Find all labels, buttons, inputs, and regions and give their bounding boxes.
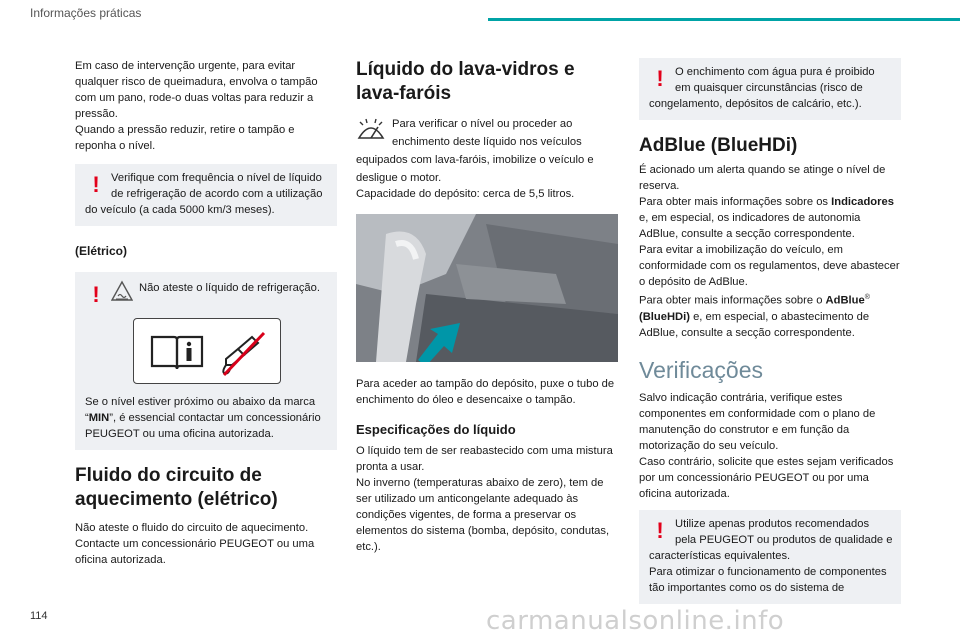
washer-fluid-icon: [356, 116, 386, 142]
adblue-immobilisation-text: Para evitar a imobilização do veículo, em conformidade com os regulamentos, deve abastecer o depósito de AdBlue.: [639, 244, 900, 288]
warning-icon: !: [656, 66, 664, 91]
fluid-spec-heading: Especificações do líquido: [356, 422, 516, 437]
spec-text-2: No inverno (temperaturas abaixo de zero), tem de ser utilizado um anticongelante adequado às condições vigentes, de forma a preservar os elementos do sistema (bomba, depósito, condutas, etc.).: [356, 477, 610, 553]
pure-water-warning-text: O enchimento com água pura é proibido em quaisquer circunstâncias (risco de congelamento, depósitos de calcário, etc.).: [649, 66, 875, 110]
warning-icon: !: [92, 282, 100, 307]
section-title: Informações práticas: [30, 6, 142, 20]
products-warning-box: [639, 510, 901, 604]
warning-icon: !: [656, 517, 664, 543]
book-and-no-refill-icon: [134, 319, 280, 383]
washer-intro-block: [356, 114, 618, 186]
pure-water-warning-box: [639, 58, 901, 120]
spec-text-1: O líquido tem de ser reabastecido com uma mistura pronta a usar.: [356, 445, 613, 473]
caution-triangle-icon: [111, 280, 133, 302]
coolant-warning-box: [75, 164, 337, 226]
photo-caption: Para aceder ao tampão do depósito, puxe o tubo de enchimento do óleo e desencaixe o tampão.: [356, 378, 615, 406]
electric-warning-text-pre: Se o nível estiver próximo ou abaixo da marca “: [85, 396, 316, 424]
heating-fluid-heading: Fluido do circuito de aquecimento (elétrico): [75, 465, 278, 510]
washer-fluid-heading: Líquido do lava-vidros e lava-faróis: [356, 59, 575, 104]
header-accent-bar: [488, 18, 960, 21]
column-3: [639, 58, 901, 604]
washer-intro-text: Para verificar o nível ou proceder ao enchimento deste líquido nos veículos equipados com lava-faróis, imobilize o veículo e desligue o motor.: [356, 118, 594, 184]
warning-icon: !: [92, 172, 100, 197]
col1-intro: Em caso de intervenção urgente, para evitar qualquer risco de queimadura, envolva o tampão com um pano, rode-o duas voltas para reduzir a pressão.: [75, 60, 318, 120]
checks-heading: Verificações: [639, 356, 764, 383]
electric-warning-text-post: ”, é essencial contactar um concessionário PEUGEOT ou uma oficina autorizada.: [85, 412, 321, 440]
electric-label: (Elétrico): [75, 244, 128, 258]
watermark: carmanualsonline.info: [486, 606, 785, 636]
heating-fluid-text: Não ateste o fluido do circuito de aquecimento. Contacte um concessionário PEUGEOT ou uma oficina autorizada.: [75, 522, 315, 566]
adblue-indicators-text: Para obter mais informações sobre os Indicadores e, em especial, os indicadores de autonomia AdBlue, consulte a secção correspondente.: [639, 196, 894, 240]
manual-icons-box: [133, 318, 281, 384]
col1-intro2: Quando a pressão reduzir, retire o tampão e reponha o nível.: [75, 124, 295, 152]
washer-reservoir-photo: [356, 214, 618, 362]
adblue-heading: AdBlue (BlueHDi): [639, 135, 798, 156]
adblue-info-text: Para obter mais informações sobre o AdBlue® (BlueHDi) e, em especial, o abastecimento de AdBlue, consulte a secção correspondente.: [639, 294, 870, 339]
checks-text-2: Caso contrário, solicite que estes sejam verificados por um concessionário PEUGEOT ou por uma oficina autorizada.: [639, 455, 894, 500]
min-mark: MIN: [88, 412, 110, 424]
washer-capacity: Capacidade do depósito: cerca de 5,5 litros.: [356, 188, 575, 200]
electric-warning-box: [75, 272, 337, 450]
products-warning-text-1: Utilize apenas produtos recomendados pela PEUGEOT ou produtos de qualidade e características equivalentes.: [649, 517, 893, 562]
page-number: 114: [30, 610, 48, 622]
checks-text-1: Salvo indicação contrária, verifique estes componentes em conformidade com o plano de manutenção do construtor e em função da motorização do seu veículo.: [639, 391, 876, 452]
column-1: [75, 58, 337, 568]
column-2: [356, 58, 618, 555]
coolant-warning-text: Verifique com frequência o nível de líquido de refrigeração de acordo com a utilização do veículo (a cada 5000 km/3 meses).: [85, 172, 323, 216]
adblue-alert-text: É acionado um alerta quando se atinge o nível de reserva.: [639, 164, 886, 192]
products-warning-text-2: Para otimizar o funcionamento de componentes tão importantes como os do sistema de: [649, 565, 887, 594]
electric-warning-line1: Não ateste o líquido de refrigeração.: [139, 282, 320, 294]
